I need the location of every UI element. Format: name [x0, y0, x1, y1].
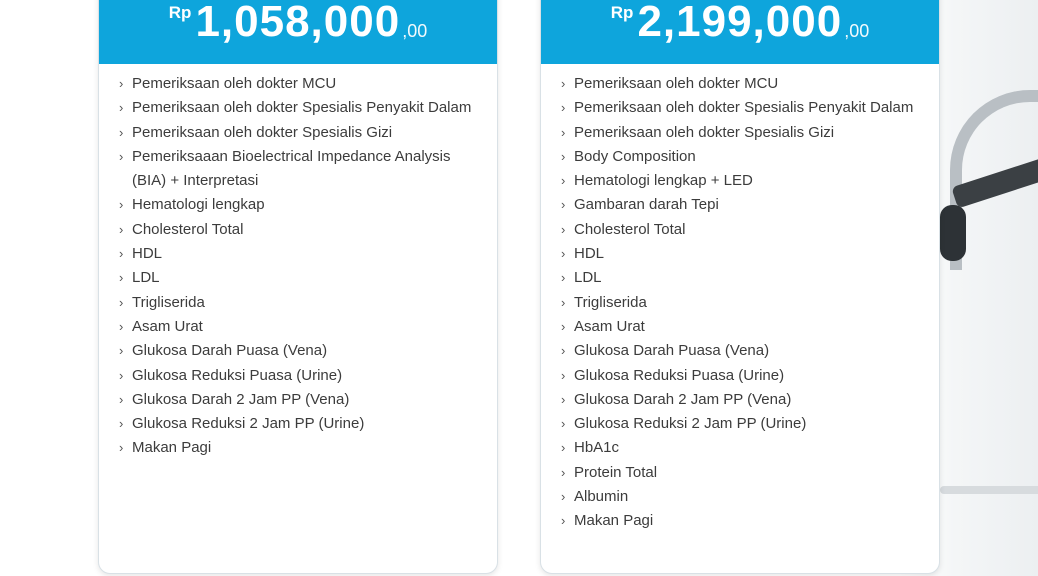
- feature-item: [119, 266, 481, 290]
- chevron-right-icon: ›: [561, 391, 566, 407]
- feature-item-label: Makan Pagi: [132, 439, 212, 457]
- feature-item: [119, 315, 481, 339]
- feature-item-label: Pemeriksaan oleh dokter MCU: [574, 75, 779, 92]
- feature-item: [119, 218, 481, 242]
- feature-item: [119, 72, 481, 96]
- feature-item-label: Glukosa Darah Puasa (Vena): [574, 342, 770, 360]
- feature-item-label: LDL: [132, 269, 160, 287]
- package-card-2: [540, 0, 940, 574]
- chevron-right-icon: ›: [119, 197, 124, 213]
- feature-item-label: Pemeriksaaan Bioelectrical Impedance Analysis (BIA) + Interpretasi: [132, 147, 451, 190]
- feature-item-label: Asam Urat: [574, 317, 645, 335]
- feature-item: [561, 339, 923, 363]
- chevron-right-icon: ›: [561, 246, 566, 262]
- feature-item: [561, 121, 923, 145]
- feature-item-label: Asam Urat: [132, 317, 203, 335]
- feature-item: [561, 485, 923, 509]
- package-card-1: [98, 0, 498, 574]
- chevron-right-icon: ›: [119, 294, 124, 310]
- chevron-right-icon: ›: [561, 221, 566, 237]
- feature-item-label: Hematologi lengkap: [132, 196, 265, 214]
- chevron-right-icon: ›: [561, 416, 566, 432]
- chevron-right-icon: ›: [119, 76, 124, 91]
- feature-item-label: Protein Total: [574, 463, 658, 481]
- feature-item-label: Pemeriksaan oleh dokter Spesialis Gizi: [574, 123, 835, 141]
- feature-item: [119, 339, 481, 363]
- chevron-right-icon: ›: [561, 294, 566, 310]
- feature-item-label: Trigliserida: [132, 293, 205, 311]
- feature-item: [561, 169, 923, 193]
- price-header: [99, 0, 497, 64]
- feature-item: [119, 121, 481, 145]
- chevron-right-icon: ›: [119, 367, 124, 383]
- feature-item-label: Cholesterol Total: [574, 220, 686, 238]
- feature-item-label: Glukosa Reduksi Puasa (Urine): [574, 366, 785, 384]
- feature-item-label: Glukosa Darah Puasa (Vena): [132, 342, 328, 360]
- chevron-right-icon: ›: [119, 124, 124, 140]
- feature-list: [541, 64, 939, 534]
- currency-label: Rp: [610, 3, 634, 22]
- feature-item: [561, 72, 923, 96]
- feature-item: [561, 364, 923, 388]
- feature-item: [561, 242, 923, 266]
- currency-label: Rp: [168, 3, 192, 22]
- feature-item: [119, 145, 481, 194]
- price-header: [541, 0, 939, 64]
- feature-item-label: Glukosa Reduksi 2 Jam PP (Urine): [574, 415, 807, 433]
- feature-item: [561, 315, 923, 339]
- chevron-right-icon: ›: [561, 197, 566, 213]
- feature-item: [119, 412, 481, 436]
- feature-item: [561, 145, 923, 169]
- feature-item-label: Glukosa Darah 2 Jam PP (Vena): [574, 390, 792, 408]
- stethoscope-image-part: [940, 205, 966, 261]
- feature-item-label: Pemeriksaan oleh dokter Spesialis Penyakit Dalam: [132, 99, 472, 117]
- chevron-right-icon: ›: [561, 270, 566, 286]
- feature-item: [561, 509, 923, 533]
- feature-item-label: Glukosa Reduksi Puasa (Urine): [132, 366, 343, 384]
- chevron-right-icon: ›: [119, 148, 124, 164]
- chevron-right-icon: ›: [561, 440, 566, 456]
- chevron-right-icon: ›: [561, 367, 566, 383]
- feature-item: [561, 218, 923, 242]
- feature-item: [119, 193, 481, 217]
- feature-item-label: HbA1c: [574, 439, 620, 457]
- feature-item: [561, 266, 923, 290]
- chevron-right-icon: ›: [561, 124, 566, 140]
- feature-list: [99, 64, 497, 461]
- chevron-right-icon: ›: [561, 173, 566, 189]
- feature-item-label: Glukosa Reduksi 2 Jam PP (Urine): [132, 415, 365, 433]
- feature-item: [561, 436, 923, 460]
- feature-item: [561, 96, 923, 120]
- chevron-right-icon: ›: [119, 221, 124, 237]
- price-amount: 2,199,000: [637, 0, 843, 46]
- chevron-right-icon: ›: [119, 246, 124, 262]
- chevron-right-icon: ›: [119, 440, 124, 456]
- chevron-right-icon: ›: [561, 513, 566, 529]
- feature-item-label: Makan Pagi: [574, 512, 654, 530]
- feature-item-label: Albumin: [574, 488, 629, 506]
- feature-item: [561, 461, 923, 485]
- chevron-right-icon: ›: [119, 343, 124, 359]
- feature-item-label: Trigliserida: [574, 293, 647, 311]
- feature-item: [119, 436, 481, 460]
- feature-item: [561, 412, 923, 436]
- chevron-right-icon: ›: [561, 76, 566, 91]
- feature-item-label: Hematologi lengkap + LED: [574, 172, 753, 190]
- feature-item: [119, 364, 481, 388]
- chevron-right-icon: ›: [119, 318, 124, 334]
- price-cents: ,00: [844, 21, 870, 41]
- chevron-right-icon: ›: [119, 100, 124, 116]
- chevron-right-icon: ›: [561, 148, 566, 164]
- feature-item: [561, 388, 923, 412]
- feature-item: [119, 242, 481, 266]
- feature-item-label: Cholesterol Total: [132, 220, 244, 238]
- stethoscope-image-part: [940, 486, 1038, 494]
- feature-item: [561, 291, 923, 315]
- feature-item-label: HDL: [574, 245, 605, 263]
- feature-item-label: Glukosa Darah 2 Jam PP (Vena): [132, 390, 350, 408]
- feature-item-label: Pemeriksaan oleh dokter Spesialis Penyakit Dalam: [574, 99, 914, 117]
- chevron-right-icon: ›: [561, 489, 566, 505]
- feature-item: [119, 291, 481, 315]
- chevron-right-icon: ›: [561, 343, 566, 359]
- feature-item-label: Pemeriksaan oleh dokter MCU: [132, 75, 337, 92]
- feature-item: [119, 388, 481, 412]
- chevron-right-icon: ›: [119, 391, 124, 407]
- price-cents: ,00: [402, 21, 428, 41]
- chevron-right-icon: ›: [119, 270, 124, 286]
- chevron-right-icon: ›: [561, 100, 566, 116]
- chevron-right-icon: ›: [561, 464, 566, 480]
- feature-item-label: HDL: [132, 245, 163, 263]
- feature-item: [561, 193, 923, 217]
- price-amount: 1,058,000: [195, 0, 401, 46]
- feature-item-label: LDL: [574, 269, 602, 287]
- feature-item: [119, 96, 481, 120]
- feature-item-label: Gambaran darah Tepi: [574, 196, 719, 214]
- chevron-right-icon: ›: [119, 416, 124, 432]
- chevron-right-icon: ›: [561, 318, 566, 334]
- feature-item-label: Pemeriksaan oleh dokter Spesialis Gizi: [132, 123, 393, 141]
- feature-item-label: Body Composition: [574, 147, 696, 165]
